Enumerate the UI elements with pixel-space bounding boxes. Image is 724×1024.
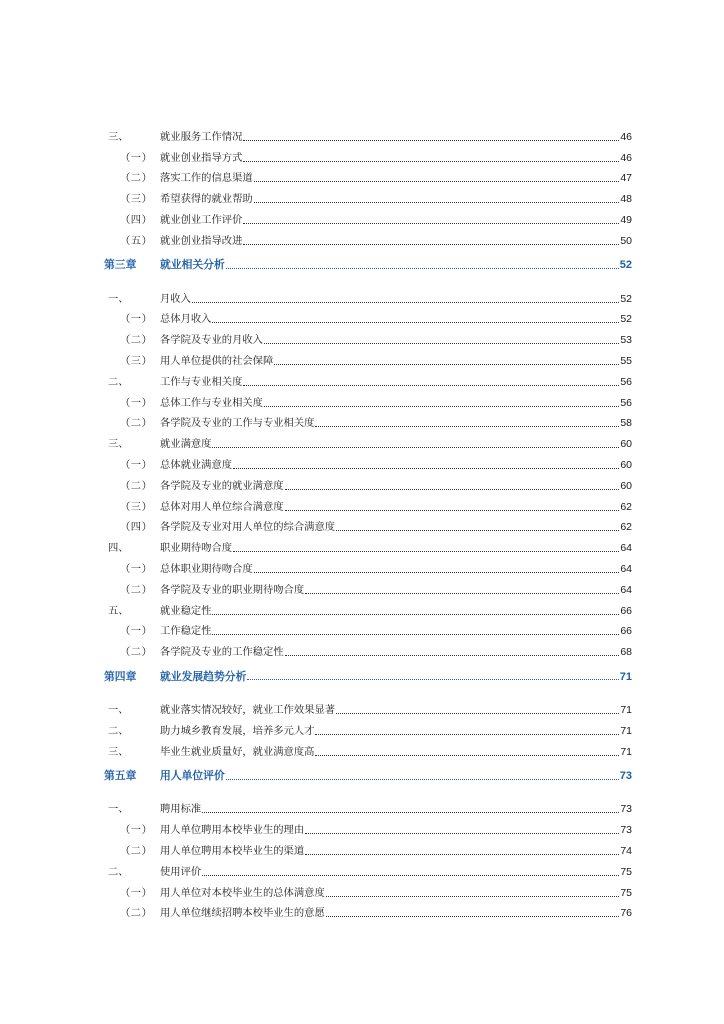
toc-section-entry[interactable] — [104, 597, 632, 618]
toc-subsection-entry[interactable] — [104, 618, 632, 639]
toc-entry-title: 就业创业指导方式 — [160, 151, 243, 164]
toc-section-entry[interactable] — [104, 796, 632, 817]
toc-entry-page-number: 71 — [620, 745, 632, 758]
toc-section-entry[interactable] — [104, 368, 632, 389]
toc-entry-title: 用人单位对本校毕业生的总体满意度 — [160, 886, 325, 899]
dot-leader — [233, 468, 619, 469]
dot-leader — [247, 679, 618, 680]
dot-leader — [305, 593, 619, 594]
dot-leader — [233, 551, 619, 552]
toc-entry-page-number: 46 — [620, 151, 632, 164]
toc-subsection-entry[interactable] — [104, 451, 632, 472]
toc-entry-page-number: 55 — [620, 354, 632, 367]
toc-subsection-entry[interactable] — [104, 514, 632, 535]
toc-entry-number: （二） — [120, 479, 153, 492]
toc-entry-number: （一） — [120, 625, 153, 638]
toc-subsection-entry[interactable] — [104, 144, 632, 165]
toc-section-entry[interactable] — [104, 738, 632, 759]
toc-entry-title: 各学院及专业的就业满意度 — [160, 479, 284, 492]
toc-entry-page-number: 71 — [619, 670, 632, 683]
toc-entry-title: 用人单位继续招聘本校毕业生的意愿 — [160, 907, 325, 920]
toc-section-entry[interactable] — [104, 534, 632, 555]
toc-entry-number: （二） — [120, 646, 153, 659]
dot-leader — [243, 223, 619, 224]
toc-entry-page-number: 56 — [620, 375, 632, 388]
toc-entry-page-number: 71 — [620, 703, 632, 716]
toc-entry-number: （一） — [120, 562, 153, 575]
toc-entry-title: 就业相关分析 — [160, 258, 225, 272]
toc-subsection-entry[interactable] — [104, 306, 632, 327]
dot-leader — [243, 385, 619, 386]
toc-entry-number: 三、 — [108, 745, 129, 758]
dot-leader — [192, 302, 619, 303]
dot-leader — [243, 244, 619, 245]
toc-section-entry[interactable] — [104, 430, 632, 451]
toc-entry-page-number: 46 — [620, 130, 632, 143]
dot-leader — [212, 322, 619, 323]
dot-leader — [285, 510, 620, 511]
toc-subsection-entry[interactable] — [104, 472, 632, 493]
toc-entry-number: （二） — [120, 417, 153, 430]
toc-entry-title: 总体职业期待吻合度 — [160, 562, 253, 575]
toc-entry-page-number: 75 — [620, 865, 632, 878]
toc-entry-title: 用人单位评价 — [160, 769, 225, 783]
toc-entry-title: 各学院及专业的工作与专业相关度 — [160, 417, 315, 430]
toc-entry-title: 各学院及专业的月收入 — [160, 334, 263, 347]
dot-leader — [243, 161, 619, 162]
dot-leader — [264, 343, 619, 344]
toc-entry-title: 毕业生就业质量好，就业满意度高 — [160, 745, 315, 758]
toc-entry-number: （一） — [120, 313, 153, 326]
toc-entry-title: 使用评价 — [160, 865, 202, 878]
dot-leader — [305, 854, 619, 855]
toc-entry-number: （一） — [120, 824, 153, 837]
toc-entry-number: 三、 — [108, 130, 129, 143]
toc-entry-title: 用人单位聘用本校毕业生的渠道 — [160, 844, 305, 857]
dot-leader — [212, 634, 619, 635]
table-of-contents — [104, 123, 632, 920]
toc-entry-page-number: 73 — [620, 803, 632, 816]
toc-entry-title: 就业稳定性 — [160, 604, 212, 617]
toc-entry-page-number: 64 — [620, 583, 632, 596]
toc-subsection-entry[interactable] — [104, 837, 632, 858]
dot-leader — [326, 916, 620, 917]
toc-subsection-entry[interactable] — [104, 816, 632, 837]
toc-section-entry[interactable] — [104, 696, 632, 717]
toc-entry-title: 希望获得的就业帮助 — [160, 193, 253, 206]
toc-entry-page-number: 52 — [620, 292, 632, 305]
toc-subsection-entry[interactable] — [104, 638, 632, 659]
toc-entry-page-number: 53 — [620, 334, 632, 347]
toc-entry-number: 五、 — [108, 604, 129, 617]
toc-entry-page-number: 76 — [620, 907, 632, 920]
toc-entry-page-number: 64 — [620, 562, 632, 575]
toc-entry-page-number: 68 — [620, 646, 632, 659]
toc-subsection-entry[interactable] — [104, 389, 632, 410]
toc-entry-page-number: 66 — [620, 604, 632, 617]
toc-entry-title: 工作与专业相关度 — [160, 375, 243, 388]
toc-entry-page-number: 50 — [620, 234, 632, 247]
toc-entry-number: 三、 — [108, 438, 129, 451]
dot-leader — [315, 734, 619, 735]
toc-entry-page-number: 64 — [620, 542, 632, 555]
toc-entry-title: 职业期待吻合度 — [160, 542, 233, 555]
dot-leader — [264, 406, 619, 407]
toc-entry-title: 各学院及专业的职业期待吻合度 — [160, 583, 305, 596]
toc-entry-number: 二、 — [108, 865, 129, 878]
toc-subsection-entry[interactable] — [104, 493, 632, 514]
toc-entry-title: 落实工作的信息渠道 — [160, 172, 253, 185]
toc-entry-page-number: 48 — [620, 193, 632, 206]
dot-leader — [254, 181, 620, 182]
toc-entry-title: 就业创业指导改进 — [160, 234, 243, 247]
toc-subsection-entry[interactable] — [104, 900, 632, 921]
toc-entry-page-number: 62 — [620, 500, 632, 513]
toc-entry-title: 就业满意度 — [160, 438, 212, 451]
toc-entry-title: 总体月收入 — [160, 313, 212, 326]
toc-section-entry[interactable] — [104, 717, 632, 738]
toc-entry-title: 聘用标准 — [160, 803, 202, 816]
toc-entry-number: 第五章 — [104, 769, 137, 783]
toc-entry-page-number: 75 — [620, 886, 632, 899]
dot-leader — [336, 713, 619, 714]
toc-entry-number: 二、 — [108, 724, 129, 737]
toc-entry-page-number: 60 — [620, 479, 632, 492]
toc-entry-title: 就业创业工作评价 — [160, 213, 243, 226]
dot-leader — [254, 202, 620, 203]
toc-entry-number: （三） — [120, 500, 153, 513]
toc-entry-title: 就业落实情况较好，就业工作效果显著 — [160, 703, 336, 716]
toc-subsection-entry[interactable] — [104, 326, 632, 347]
dot-leader — [212, 447, 619, 448]
toc-entry-page-number: 73 — [619, 770, 632, 783]
toc-chapter-entry[interactable] — [104, 661, 632, 692]
dot-leader — [226, 268, 619, 269]
dot-leader — [285, 655, 620, 656]
toc-entry-number: 二、 — [108, 375, 129, 388]
dot-leader — [274, 364, 619, 365]
toc-entry-number: （一） — [120, 396, 153, 409]
toc-entry-title: 总体就业满意度 — [160, 458, 233, 471]
dot-leader — [315, 755, 619, 756]
toc-entry-number: （一） — [120, 458, 153, 471]
toc-subsection-entry[interactable] — [104, 576, 632, 597]
toc-entry-number: （五） — [120, 234, 153, 247]
dot-leader — [254, 572, 620, 573]
dot-leader — [202, 812, 619, 813]
toc-entry-page-number: 47 — [620, 172, 632, 185]
toc-entry-number: 一、 — [108, 803, 129, 816]
toc-entry-page-number: 49 — [620, 213, 632, 226]
toc-subsection-entry[interactable] — [104, 206, 632, 227]
toc-entry-page-number: 52 — [619, 259, 632, 272]
toc-entry-page-number: 60 — [620, 438, 632, 451]
toc-entry-number: （三） — [120, 354, 153, 367]
toc-entry-title: 助力城乡教育发展，培养多元人才 — [160, 724, 315, 737]
toc-entry-page-number: 66 — [620, 625, 632, 638]
toc-entry-page-number: 62 — [620, 521, 632, 534]
dot-leader — [212, 614, 619, 615]
dot-leader — [326, 896, 620, 897]
toc-entry-page-number: 56 — [620, 396, 632, 409]
toc-entry-number: 第四章 — [104, 669, 137, 683]
toc-entry-number: 一、 — [108, 703, 129, 716]
toc-entry-number: 一、 — [108, 292, 129, 305]
toc-entry-number: （一） — [120, 151, 153, 164]
toc-subsection-entry[interactable] — [104, 555, 632, 576]
toc-subsection-entry[interactable] — [104, 347, 632, 368]
toc-entry-title: 工作稳定性 — [160, 625, 212, 638]
toc-entry-title: 月收入 — [160, 292, 191, 305]
toc-entry-page-number: 74 — [620, 844, 632, 857]
toc-entry-number: 第三章 — [104, 258, 137, 272]
toc-subsection-entry[interactable] — [104, 185, 632, 206]
toc-entry-number: （四） — [120, 213, 153, 226]
toc-entry-number: （二） — [120, 583, 153, 596]
dot-leader — [226, 779, 619, 780]
dot-leader — [315, 426, 619, 427]
toc-subsection-entry[interactable] — [104, 227, 632, 248]
toc-entry-page-number: 52 — [620, 313, 632, 326]
toc-entry-page-number: 58 — [620, 417, 632, 430]
toc-entry-title: 各学院及专业对用人单位的综合满意度 — [160, 521, 336, 534]
toc-entry-number: （四） — [120, 521, 153, 534]
dot-leader — [285, 489, 620, 490]
dot-leader — [336, 530, 619, 531]
toc-entry-title: 各学院及专业的工作稳定性 — [160, 646, 284, 659]
toc-entry-title: 就业发展趋势分析 — [160, 669, 247, 683]
toc-section-entry[interactable] — [104, 123, 632, 144]
toc-entry-title: 用人单位聘用本校毕业生的理由 — [160, 824, 305, 837]
toc-chapter-entry[interactable] — [104, 250, 632, 281]
toc-entry-page-number: 60 — [620, 458, 632, 471]
toc-entry-title: 总体工作与专业相关度 — [160, 396, 263, 409]
dot-leader — [202, 875, 619, 876]
toc-subsection-entry[interactable] — [104, 879, 632, 900]
toc-entry-title: 用人单位提供的社会保障 — [160, 354, 274, 367]
toc-entry-number: （二） — [120, 844, 153, 857]
toc-entry-number: （二） — [120, 907, 153, 920]
toc-entry-page-number: 71 — [620, 724, 632, 737]
toc-entry-title: 就业服务工作情况 — [160, 130, 243, 143]
toc-entry-number: （二） — [120, 172, 153, 185]
toc-chapter-entry[interactable] — [104, 761, 632, 792]
dot-leader — [305, 833, 619, 834]
toc-entry-number: （一） — [120, 886, 153, 899]
toc-entry-page-number: 73 — [620, 824, 632, 837]
toc-section-entry[interactable] — [104, 285, 632, 306]
dot-leader — [243, 140, 619, 141]
toc-entry-number: （二） — [120, 334, 153, 347]
toc-entry-title: 总体对用人单位综合满意度 — [160, 500, 284, 513]
toc-entry-number: （三） — [120, 193, 153, 206]
toc-subsection-entry[interactable] — [104, 410, 632, 431]
toc-entry-number: 四、 — [108, 542, 129, 555]
toc-subsection-entry[interactable] — [104, 165, 632, 186]
toc-section-entry[interactable] — [104, 858, 632, 879]
